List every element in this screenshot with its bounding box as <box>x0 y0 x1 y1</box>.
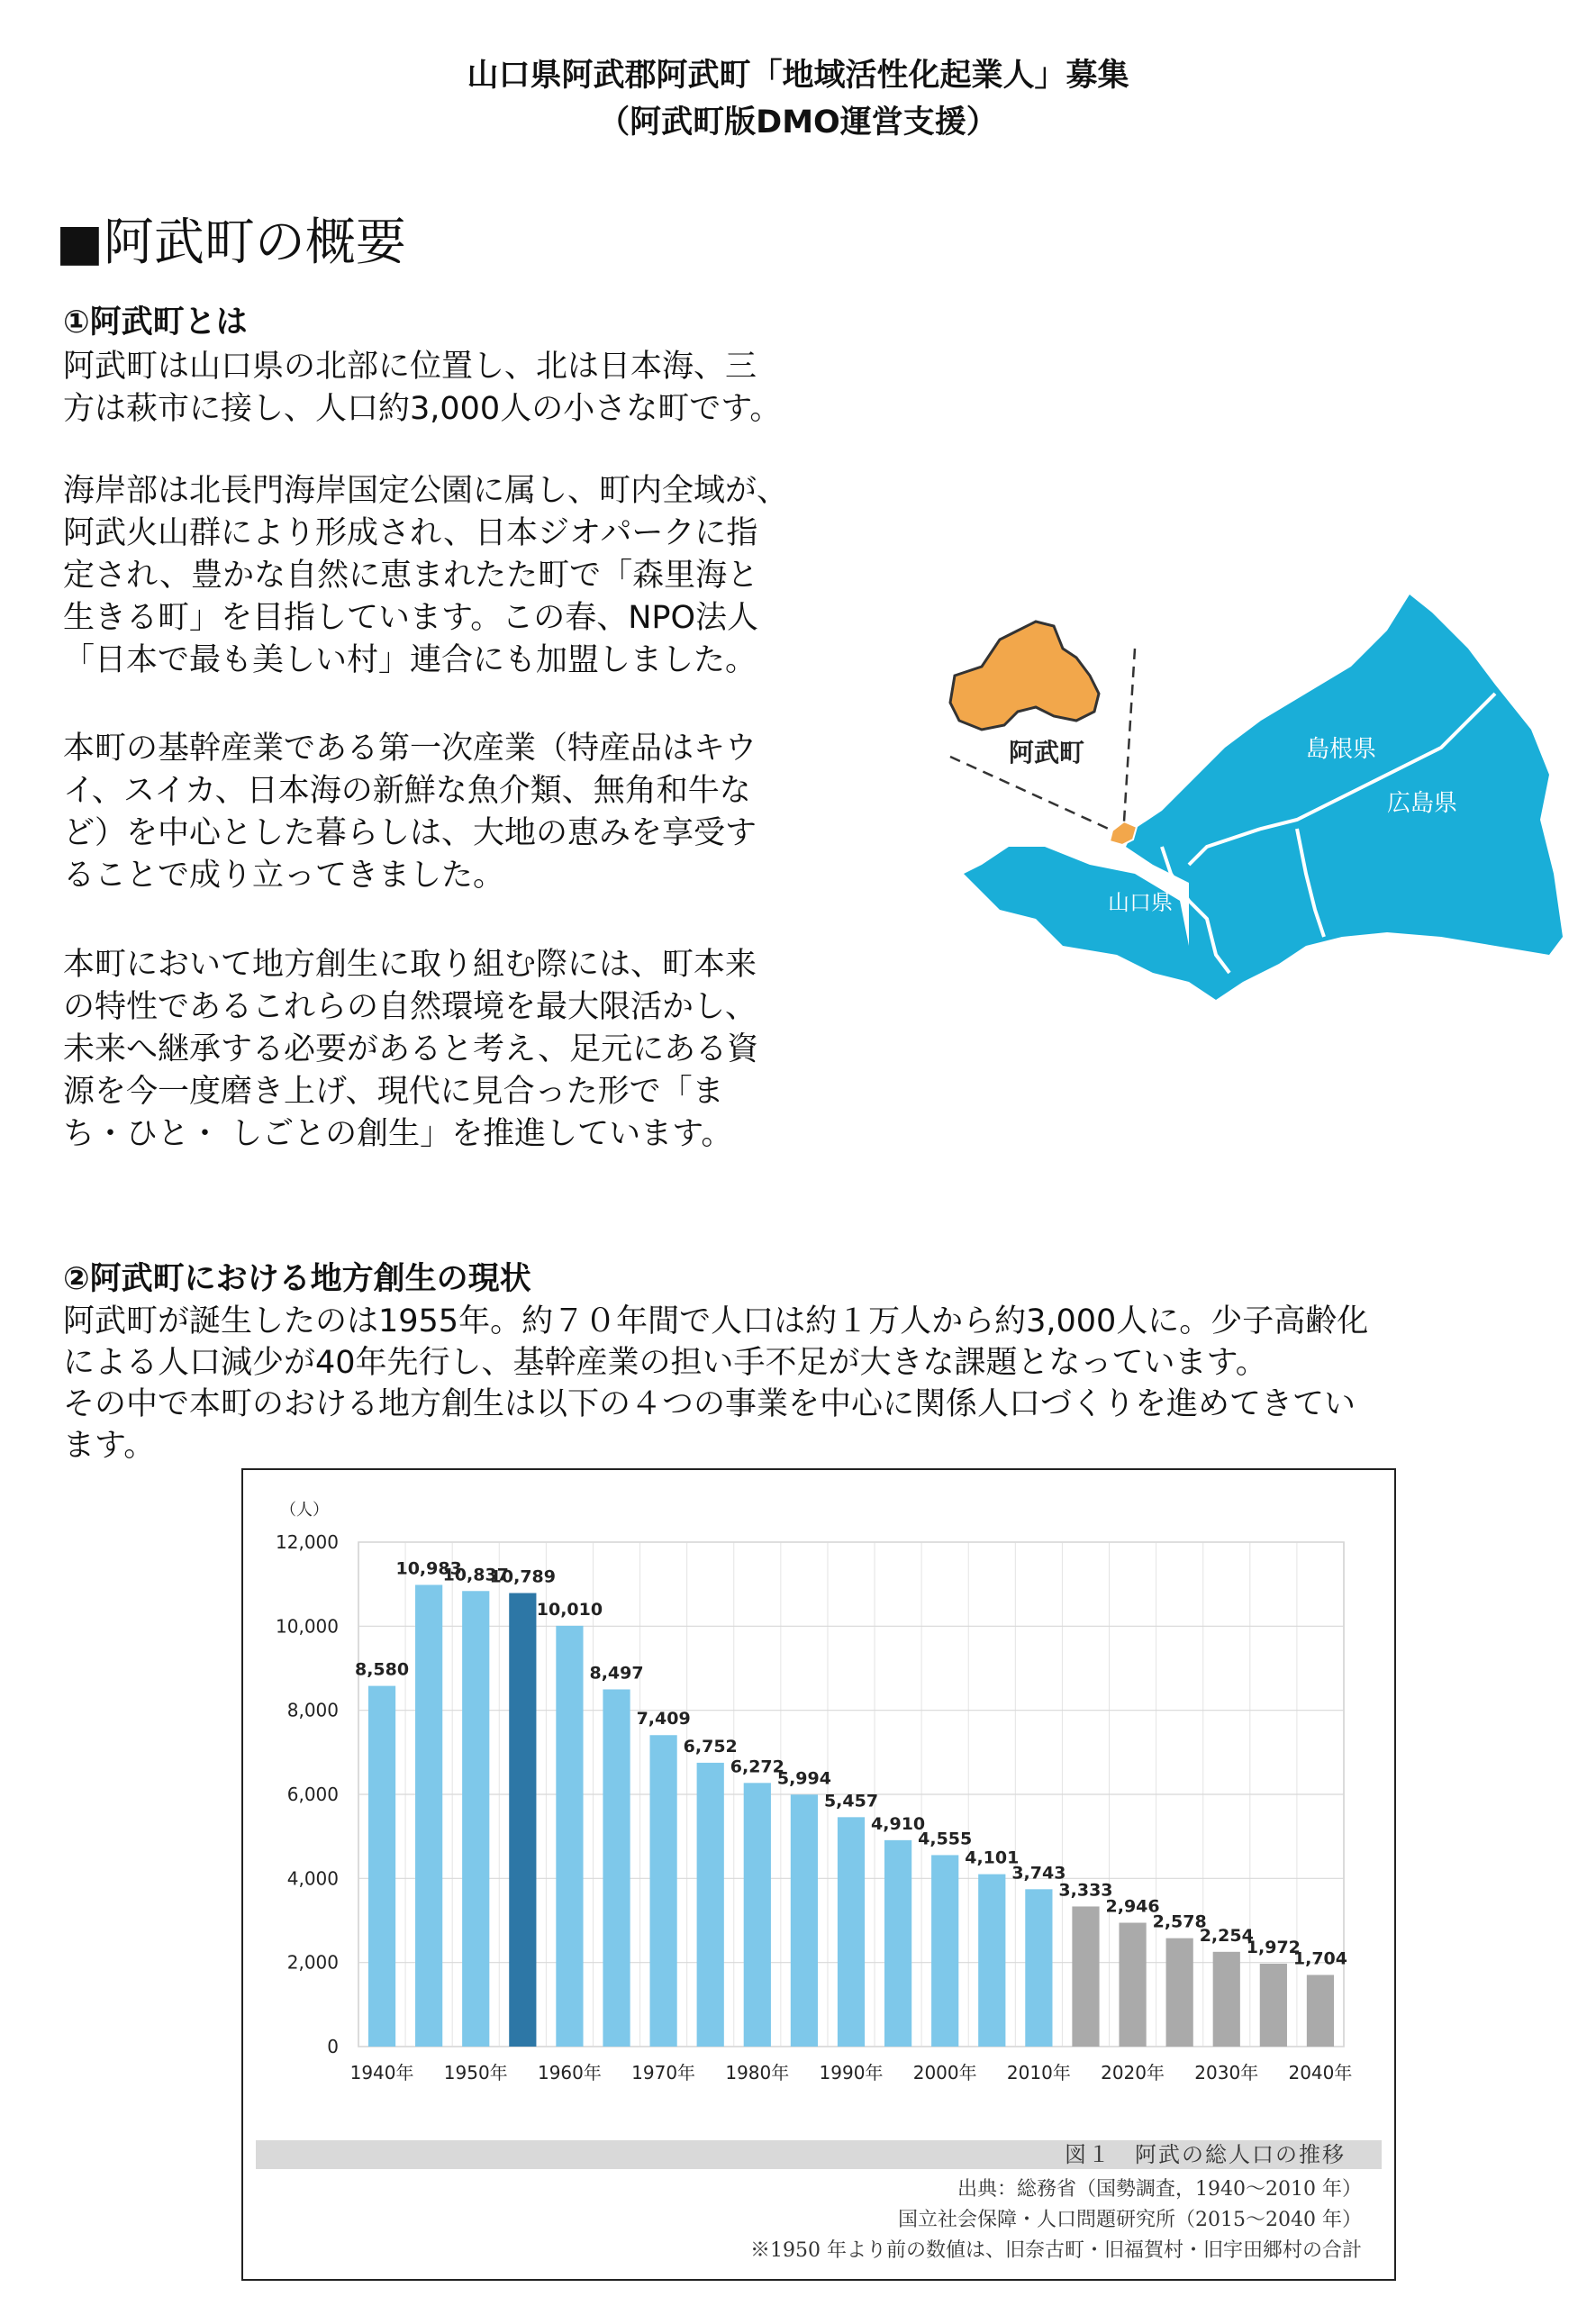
x-tick-label: 1990年 <box>819 2062 884 2084</box>
bar-value-label: 8,497 <box>589 1663 644 1684</box>
bar-value-label: 6,272 <box>730 1757 784 1777</box>
chart-bar <box>931 1855 958 2047</box>
chart-bar <box>1025 1889 1052 2047</box>
chart-bar <box>791 1794 818 2047</box>
chart-bar <box>884 1840 911 2047</box>
population-chart <box>241 1468 1396 2281</box>
bar-value-label: 10,010 <box>536 1599 603 1620</box>
chart-bar <box>1213 1952 1240 2047</box>
chart-source-line: 出典：総務省（国勢調査，1940～2010 年） <box>957 2178 1362 2201</box>
x-tick-label: 1960年 <box>537 2062 602 2084</box>
chart-bar <box>1119 1923 1146 2047</box>
chart-caption: 図１ 阿武の総人口の推移 <box>1065 2142 1346 2167</box>
chart-caption-bar <box>256 2140 1382 2169</box>
y-tick-label: 12,000 <box>276 1531 339 1553</box>
bar-value-label: 1,704 <box>1292 1948 1348 1969</box>
x-tick-label: 1950年 <box>443 2062 508 2084</box>
x-tick-label: 2010年 <box>1006 2062 1071 2084</box>
bar-value-label: 4,101 <box>965 1848 1020 1868</box>
chart-bar <box>744 1783 771 2047</box>
bar-value-label: 8,580 <box>354 1659 410 1680</box>
regional-paragraph: 阿武町が誕生したのは1955年。約７０年間で人口は約１万人から約3,000人に。少子高齢化 による人口減少が40年先行し、基幹産業の担い手不足が大きな課題となっています。 その中で本町のおける地方創生は以下の４つの事業を中心に関係人口づくりを進めてきてい ます。 <box>63 1303 1369 1464</box>
y-tick-label: 8,000 <box>286 1699 339 1721</box>
abu-town-enlarged <box>950 622 1099 730</box>
chart-bar <box>697 1763 724 2047</box>
chart-bar <box>556 1626 583 2047</box>
map-label-hiroshima: 広島県 <box>1387 790 1458 817</box>
bar-value-label: 5,457 <box>823 1791 879 1811</box>
y-tick-label: 4,000 <box>286 1867 339 1890</box>
population-chart-plot <box>243 1470 1394 2137</box>
overview-paragraph-2: 海岸部は北長門海岸国定公園に属し、町内全域が、 阿武火山群により形成され、日本ジオパークに指 定され、豊かな自然に恵まれたた町で「森里海と 生きる町」を目指しています。この春、NPO法人 「日本で最も美しい村」連合にも加盟しました。 <box>63 473 789 678</box>
chart-bar <box>1072 1906 1099 2047</box>
chart-bar <box>368 1686 395 2047</box>
chart-bar <box>415 1584 442 2047</box>
overview-heading: ①阿武町とは <box>63 304 248 340</box>
document-title-line2: （阿武町版DMO運営支援） <box>598 104 998 141</box>
x-tick-label: 2020年 <box>1101 2062 1165 2084</box>
bar-value-label: 3,333 <box>1058 1880 1113 1901</box>
regional-heading: ②阿武町における地方創生の現状 <box>63 1261 531 1297</box>
overview-paragraph-3: 本町の基幹産業である第一次産業（特産品はキウ イ、スイカ、日本海の新鮮な魚介類、無角和牛な ど）を中心とした暮らしは、大地の恵みを享受す ることで成り立ってきました。 <box>63 731 757 894</box>
bar-value-label: 5,994 <box>776 1768 831 1789</box>
bar-value-label: 4,555 <box>918 1829 973 1849</box>
bar-value-label: 7,409 <box>636 1709 691 1730</box>
bar-value-label: 2,254 <box>1199 1925 1254 1946</box>
map-label-shimane: 島根県 <box>1306 736 1377 763</box>
y-axis-unit: （人） <box>280 1501 329 1520</box>
document-title-line1: 山口県阿武郡阿武町「地域活性化起業人」募集 <box>467 58 1129 94</box>
callout-line <box>1124 649 1135 822</box>
x-tick-label: 2040年 <box>1288 2062 1353 2084</box>
x-tick-label: 1970年 <box>631 2062 696 2084</box>
chart-bar <box>509 1593 536 2047</box>
overview-paragraph-1: 阿武町は山口県の北部に位置し、北は日本海、三 方は萩市に接し、人口約3,000人の小さな町です。 <box>63 349 782 427</box>
x-tick-label: 1940年 <box>349 2062 414 2084</box>
bar-value-label: 6,752 <box>683 1736 738 1757</box>
chart-source-line: ※1950 年より前の数値は、旧奈古町・旧福賀村・旧宇田郷村の合計 <box>750 2239 1362 2262</box>
y-tick-label: 0 <box>327 2036 339 2057</box>
chart-bar <box>1307 1975 1334 2047</box>
section-heading: ■阿武町の概要 <box>56 213 406 272</box>
bar-value-label: 2,578 <box>1152 1911 1207 1932</box>
chart-bar <box>650 1735 677 2047</box>
bar-value-label: 4,910 <box>871 1813 926 1834</box>
chart-bar <box>978 1875 1005 2047</box>
bar-value-label: 3,743 <box>1011 1863 1066 1884</box>
bar-value-label: 10,983 <box>395 1558 462 1579</box>
bar-value-label: 10,789 <box>489 1566 556 1587</box>
chart-bar <box>462 1591 489 2047</box>
chart-bar <box>1166 1938 1193 2047</box>
y-tick-label: 2,000 <box>286 1951 339 1974</box>
y-tick-label: 10,000 <box>276 1615 339 1638</box>
x-tick-label: 1980年 <box>725 2062 790 2084</box>
chart-bar <box>1260 1964 1287 2047</box>
bar-value-label: 1,972 <box>1246 1937 1301 1957</box>
bar-value-label: 10,837 <box>442 1565 509 1585</box>
chart-source-line: 国立社会保障・人口問題研究所（2015～2040 年） <box>898 2209 1362 2231</box>
overview-paragraph-4: 本町において地方創生に取り組む際には、町本来 の特性であるこれらの自然環境を最大限活かし、 未来へ継承する必要があると考え、足元にある資 源を今一度磨き上げ、現代に見合った形で「ま ち・ひと・ しごとの創生」を推進しています。 <box>63 947 759 1152</box>
bar-value-label: 2,946 <box>1105 1896 1160 1917</box>
x-tick-label: 2030年 <box>1194 2062 1259 2084</box>
chart-bar <box>838 1817 865 2047</box>
chart-bar <box>603 1689 630 2047</box>
callout-line <box>950 757 1112 831</box>
y-tick-label: 6,000 <box>286 1784 339 1805</box>
map-label-abu: 阿武町 <box>1009 738 1085 767</box>
chugoku-region-map <box>919 576 1567 1018</box>
x-tick-label: 2000年 <box>912 2062 977 2084</box>
map-label-yamaguchi: 山口県 <box>1108 890 1173 915</box>
